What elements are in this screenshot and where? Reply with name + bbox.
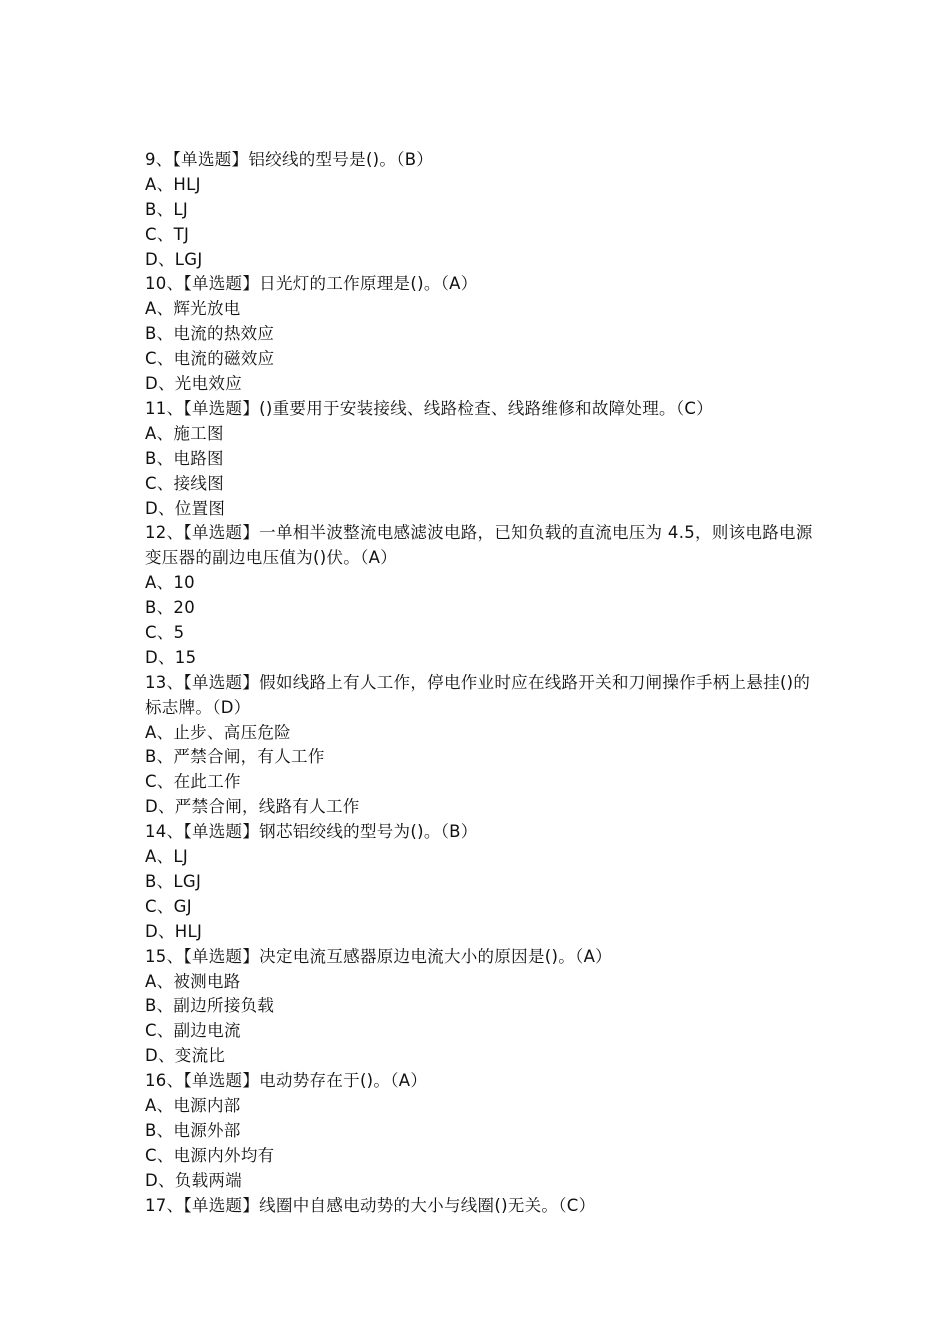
option-9-a: A、HLJ <box>145 174 201 194</box>
option-16-d: D、负载两端 <box>145 1170 243 1190</box>
option-11-a: A、施工图 <box>145 423 224 443</box>
option-12-c: C、5 <box>145 623 185 642</box>
question-list <box>145 148 815 1218</box>
option-10-a: A、辉光放电 <box>145 299 241 319</box>
option-11-b: B、电路图 <box>145 448 224 468</box>
option-15-a: A、被测电路 <box>145 971 241 991</box>
question-14: 14、【单选题】钢芯铝绞线的型号为()。（B） <box>145 822 478 842</box>
question-15: 15、【单选题】决定电流互感器原边电流大小的原因是()。（A） <box>145 946 612 966</box>
option-12-b: B、20 <box>145 598 196 618</box>
option-12-d: D、15 <box>145 647 197 667</box>
option-13-d: D、严禁合闸，线路有人工作 <box>145 797 360 817</box>
option-9-c: C、TJ <box>145 224 190 244</box>
option-9-b: B、LJ <box>145 199 189 219</box>
option-14-b: B、LGJ <box>145 871 202 891</box>
option-13-c: C、在此工作 <box>145 772 241 792</box>
option-13-a: A、止步、高压危险 <box>145 722 291 742</box>
option-12-a: A、10 <box>145 573 195 593</box>
option-15-c: C、副边电流 <box>145 1021 241 1041</box>
question-12: 12、【单选题】一单相半波整流电感滤波电路，已知负载的直流电压为 4.5，则该电路电源变压器的副边电压值为()伏。（A） <box>145 523 813 568</box>
option-16-c: C、电源内外均有 <box>145 1145 275 1165</box>
question-11: 11、【单选题】()重要用于安装接线、线路检查、线路维修和故障处理。（C） <box>145 398 713 418</box>
option-11-d: D、位置图 <box>145 498 226 518</box>
question-16: 16、【单选题】电动势存在于()。（A） <box>145 1071 428 1091</box>
option-11-c: C、接线图 <box>145 473 225 493</box>
option-16-a: A、电源内部 <box>145 1096 241 1115</box>
option-10-d: D、光电效应 <box>145 374 243 394</box>
option-10-c: C、电流的磁效应 <box>145 349 275 369</box>
question-9: 9、【单选题】铝绞线的型号是()。（B） <box>145 150 434 169</box>
option-13-b: B、严禁合闸，有人工作 <box>145 747 325 767</box>
option-15-d: D、变流比 <box>145 1046 226 1066</box>
option-14-c: C、GJ <box>145 896 192 916</box>
option-14-d: D、HLJ <box>145 921 203 941</box>
question-17: 17、【单选题】线圈中自感电动势的大小与线圈()无关。（C） <box>145 1195 596 1215</box>
option-9-d: D、LGJ <box>145 249 203 269</box>
question-10: 10、【单选题】日光灯的工作原理是()。（A） <box>145 274 478 294</box>
option-16-b: B、电源外部 <box>145 1120 241 1140</box>
option-15-b: B、副边所接负载 <box>145 996 275 1016</box>
option-14-a: A、LJ <box>145 847 189 867</box>
question-13: 13、【单选题】假如线路上有人工作，停电作业时应在线路开关和刀闸操作手柄上悬挂()的标志牌。（D） <box>145 672 811 717</box>
option-10-b: B、电流的热效应 <box>145 324 275 344</box>
